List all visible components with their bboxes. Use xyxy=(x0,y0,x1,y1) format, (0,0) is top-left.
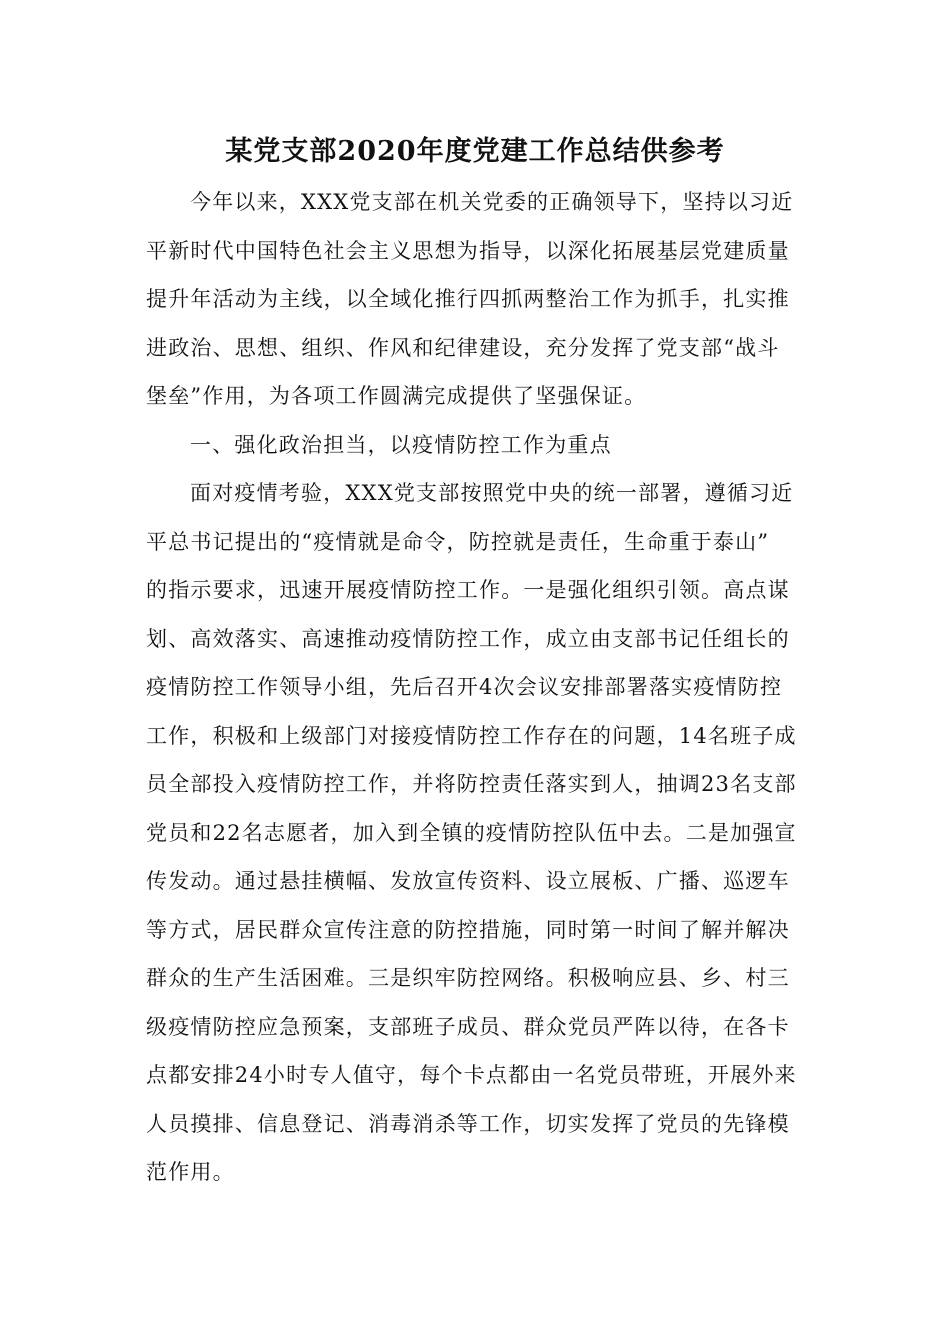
paragraph-line: 级疫情防控应急预案，支部班子成员、群众党员严阵以待，在各卡 xyxy=(146,1014,790,1039)
paragraph-line: 点都安排24小时专人值守，每个卡点都由一名党员带班，开展外来 xyxy=(146,1063,797,1087)
paragraph-line: 划、高效落实、高速推动疫情防控工作，成立由支部书记任组长的 xyxy=(146,626,790,651)
paragraph-line: 党员和22名志愿者，加入到全镇的疫情防控队伍中去。二是加强宣 xyxy=(146,820,797,845)
paragraph-line: 的指示要求，迅速开展疫情防控工作。一是强化组织引领。高点谋 xyxy=(146,578,790,602)
paragraph-line: 提升年活动为主线，以全域化推行四抓两整治工作为抓手，扎实推 xyxy=(146,287,790,311)
paragraph-line: 员全部投入疫情防控工作，并将防控责任落实到人，抽调23名支部 xyxy=(146,772,797,796)
document-title: 某党支部2020年度党建工作总结供参考 xyxy=(225,136,725,167)
section-heading: 一、强化政治担当，以疫情防控工作为重点 xyxy=(190,432,612,457)
paragraph-line: 范作用。 xyxy=(146,1160,235,1184)
paragraph-line: 群众的生产生活困难。三是织牢防控网络。积极响应县、乡、村三 xyxy=(146,966,790,990)
paragraph-line: 今年以来，XXX党支部在机关党委的正确领导下，坚持以习近 xyxy=(190,190,794,214)
paragraph-line: 传发动。通过悬挂横幅、发放宣传资料、设立展板、广播、巡逻车 xyxy=(146,869,790,893)
paragraph-line: 面对疫情考验，XXX党支部按照党中央的统一部署，遵循习近 xyxy=(190,481,794,505)
paragraph-line: 疫情防控工作领导小组，先后召开4次会议安排部署落实疫情防控 xyxy=(146,675,783,699)
paragraph-line: 工作，积极和上级部门对接疫情防控工作存在的问题，14名班子成 xyxy=(146,723,797,748)
paragraph-line: 平总书记提出的“疫情就是命令，防控就是责任，生命重于泰山” xyxy=(146,529,770,554)
paragraph-line: 进政治、思想、组织、作风和纪律建设，充分发挥了党支部“战斗 xyxy=(146,335,780,360)
paragraph-line: 等方式，居民群众宣传注意的防控措施，同时第一时间了解并解决 xyxy=(146,917,790,942)
paragraph-line: 堡垒”作用，为各项工作圆满完成提供了坚强保证。 xyxy=(146,384,647,408)
document-body xyxy=(146,178,814,1197)
paragraph-line: 人员摸排、信息登记、消毒消杀等工作，切实发挥了党员的先锋模 xyxy=(146,1111,790,1136)
paragraph-line: 平新时代中国特色社会主义思想为指导，以深化拓展基层党建质量 xyxy=(146,238,790,263)
